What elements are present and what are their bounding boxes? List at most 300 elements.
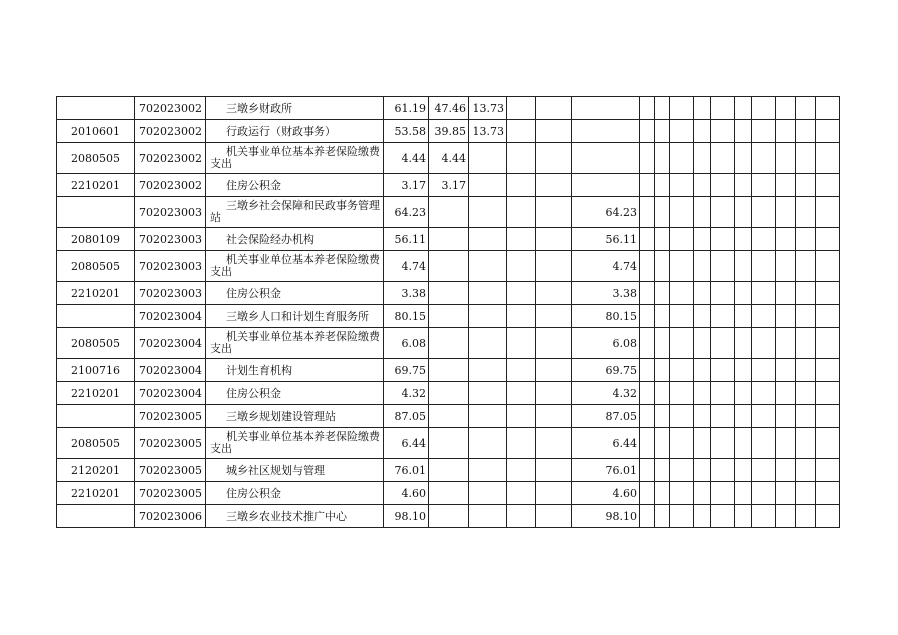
- function-code-cell: 2080505: [57, 328, 135, 359]
- function-code-cell: [57, 505, 135, 528]
- basic-public-cell: [469, 174, 507, 197]
- item-name-cell: 住房公积金: [206, 482, 384, 505]
- item-name-cell: 三墩乡规划建设管理站: [206, 405, 384, 428]
- table-row: [57, 97, 840, 120]
- empty-cell: [640, 505, 655, 528]
- empty-cell: [816, 120, 840, 143]
- empty-cell: [640, 428, 655, 459]
- basic-personnel-cell: [429, 482, 469, 505]
- empty-cell: [796, 120, 816, 143]
- empty-cell: [735, 428, 752, 459]
- empty-cell: [816, 382, 840, 405]
- empty-cell: [796, 459, 816, 482]
- empty-cell: [640, 305, 655, 328]
- function-code-cell: [57, 405, 135, 428]
- empty-cell: [776, 428, 796, 459]
- empty-cell: [694, 428, 711, 459]
- project-cell-a: [507, 328, 536, 359]
- project-cell-a: [507, 97, 536, 120]
- unit-code-cell: 702023002: [135, 174, 206, 197]
- empty-cell: [711, 328, 735, 359]
- empty-cell: [816, 328, 840, 359]
- empty-cell: [670, 120, 694, 143]
- empty-cell: [711, 482, 735, 505]
- empty-cell: [655, 359, 670, 382]
- other-funds-cell: 6.08: [572, 328, 640, 359]
- basic-public-cell: [469, 405, 507, 428]
- unit-code-cell: 702023006: [135, 505, 206, 528]
- empty-cell: [776, 228, 796, 251]
- empty-cell: [670, 359, 694, 382]
- basic-public-cell: 13.73: [469, 97, 507, 120]
- empty-cell: [776, 459, 796, 482]
- empty-cell: [711, 305, 735, 328]
- basic-public-cell: [469, 328, 507, 359]
- basic-public-cell: [469, 197, 507, 228]
- empty-cell: [735, 228, 752, 251]
- empty-cell: [752, 382, 776, 405]
- function-code-cell: [57, 97, 135, 120]
- empty-cell: [711, 405, 735, 428]
- empty-cell: [670, 405, 694, 428]
- empty-cell: [694, 405, 711, 428]
- empty-cell: [796, 505, 816, 528]
- total-amount-cell: 6.44: [384, 428, 429, 459]
- empty-cell: [776, 505, 796, 528]
- empty-cell: [735, 251, 752, 282]
- empty-cell: [776, 328, 796, 359]
- other-funds-cell: 4.32: [572, 382, 640, 405]
- project-cell-a: [507, 482, 536, 505]
- basic-public-cell: [469, 143, 507, 174]
- empty-cell: [776, 97, 796, 120]
- project-cell-a: [507, 143, 536, 174]
- empty-cell: [694, 505, 711, 528]
- basic-public-cell: [469, 251, 507, 282]
- project-cell-a: [507, 228, 536, 251]
- empty-cell: [752, 459, 776, 482]
- empty-cell: [752, 328, 776, 359]
- table-row: [57, 305, 840, 328]
- project-cell-a: [507, 197, 536, 228]
- total-amount-cell: 3.38: [384, 282, 429, 305]
- empty-cell: [776, 143, 796, 174]
- empty-cell: [670, 459, 694, 482]
- empty-cell: [752, 505, 776, 528]
- empty-cell: [640, 197, 655, 228]
- empty-cell: [655, 505, 670, 528]
- basic-public-cell: [469, 459, 507, 482]
- empty-cell: [735, 482, 752, 505]
- empty-cell: [655, 482, 670, 505]
- project-cell-b: [536, 143, 572, 174]
- empty-cell: [816, 282, 840, 305]
- table-row: [57, 428, 840, 459]
- empty-cell: [640, 459, 655, 482]
- empty-cell: [655, 251, 670, 282]
- function-code-cell: 2210201: [57, 382, 135, 405]
- empty-cell: [735, 328, 752, 359]
- empty-cell: [796, 197, 816, 228]
- empty-cell: [816, 143, 840, 174]
- empty-cell: [655, 459, 670, 482]
- other-funds-cell: 3.38: [572, 282, 640, 305]
- basic-personnel-cell: [429, 405, 469, 428]
- item-name-cell: 三墩乡社会保障和民政事务管理站: [206, 197, 384, 228]
- empty-cell: [670, 174, 694, 197]
- item-name-cell: 三墩乡农业技术推广中心: [206, 505, 384, 528]
- project-cell-a: [507, 459, 536, 482]
- total-amount-cell: 4.44: [384, 143, 429, 174]
- other-funds-cell: 56.11: [572, 228, 640, 251]
- unit-code-cell: 702023002: [135, 97, 206, 120]
- empty-cell: [735, 382, 752, 405]
- empty-cell: [776, 251, 796, 282]
- empty-cell: [711, 251, 735, 282]
- project-cell-b: [536, 405, 572, 428]
- total-amount-cell: 4.32: [384, 382, 429, 405]
- table-row: [57, 282, 840, 305]
- item-name-cell: 计划生育机构: [206, 359, 384, 382]
- empty-cell: [640, 251, 655, 282]
- item-name-cell: 住房公积金: [206, 382, 384, 405]
- empty-cell: [670, 228, 694, 251]
- empty-cell: [796, 382, 816, 405]
- project-cell-a: [507, 305, 536, 328]
- project-cell-b: [536, 174, 572, 197]
- empty-cell: [711, 197, 735, 228]
- empty-cell: [752, 282, 776, 305]
- empty-cell: [796, 143, 816, 174]
- empty-cell: [796, 428, 816, 459]
- other-funds-cell: [572, 120, 640, 143]
- empty-cell: [752, 305, 776, 328]
- project-cell-a: [507, 174, 536, 197]
- empty-cell: [735, 505, 752, 528]
- basic-personnel-cell: 47.46: [429, 97, 469, 120]
- empty-cell: [711, 382, 735, 405]
- empty-cell: [796, 405, 816, 428]
- table-row: [57, 405, 840, 428]
- function-code-cell: 2210201: [57, 482, 135, 505]
- basic-personnel-cell: [429, 428, 469, 459]
- basic-public-cell: [469, 282, 507, 305]
- empty-cell: [752, 143, 776, 174]
- project-cell-b: [536, 482, 572, 505]
- empty-cell: [640, 174, 655, 197]
- other-funds-cell: [572, 97, 640, 120]
- project-cell-b: [536, 505, 572, 528]
- empty-cell: [752, 97, 776, 120]
- total-amount-cell: 56.11: [384, 228, 429, 251]
- empty-cell: [670, 328, 694, 359]
- item-name-cell: 住房公积金: [206, 174, 384, 197]
- empty-cell: [752, 405, 776, 428]
- empty-cell: [694, 228, 711, 251]
- empty-cell: [640, 282, 655, 305]
- table-row: [57, 505, 840, 528]
- empty-cell: [735, 143, 752, 174]
- project-cell-b: [536, 382, 572, 405]
- empty-cell: [816, 174, 840, 197]
- project-cell-a: [507, 505, 536, 528]
- empty-cell: [711, 459, 735, 482]
- basic-personnel-cell: [429, 359, 469, 382]
- basic-public-cell: [469, 382, 507, 405]
- empty-cell: [796, 359, 816, 382]
- empty-cell: [752, 251, 776, 282]
- project-cell-b: [536, 97, 572, 120]
- empty-cell: [694, 143, 711, 174]
- project-cell-b: [536, 359, 572, 382]
- function-code-cell: 2080109: [57, 228, 135, 251]
- empty-cell: [711, 282, 735, 305]
- basic-public-cell: [469, 482, 507, 505]
- empty-cell: [640, 359, 655, 382]
- empty-cell: [776, 405, 796, 428]
- empty-cell: [796, 282, 816, 305]
- empty-cell: [796, 228, 816, 251]
- empty-cell: [776, 197, 796, 228]
- empty-cell: [655, 328, 670, 359]
- empty-cell: [776, 174, 796, 197]
- empty-cell: [776, 482, 796, 505]
- empty-cell: [694, 459, 711, 482]
- empty-cell: [735, 120, 752, 143]
- empty-cell: [670, 482, 694, 505]
- unit-code-cell: 702023004: [135, 359, 206, 382]
- empty-cell: [735, 282, 752, 305]
- item-name-cell: 行政运行（财政事务）: [206, 120, 384, 143]
- other-funds-cell: 80.15: [572, 305, 640, 328]
- empty-cell: [694, 120, 711, 143]
- empty-cell: [711, 359, 735, 382]
- total-amount-cell: 87.05: [384, 405, 429, 428]
- table-row: [57, 328, 840, 359]
- empty-cell: [640, 482, 655, 505]
- empty-cell: [640, 382, 655, 405]
- total-amount-cell: 61.19: [384, 97, 429, 120]
- empty-cell: [670, 251, 694, 282]
- table-row: [57, 482, 840, 505]
- empty-cell: [735, 405, 752, 428]
- project-cell-b: [536, 305, 572, 328]
- empty-cell: [655, 197, 670, 228]
- empty-cell: [711, 143, 735, 174]
- total-amount-cell: 98.10: [384, 505, 429, 528]
- empty-cell: [816, 228, 840, 251]
- item-name-cell: 三墩乡财政所: [206, 97, 384, 120]
- function-code-cell: [57, 197, 135, 228]
- basic-public-cell: 13.73: [469, 120, 507, 143]
- empty-cell: [711, 97, 735, 120]
- empty-cell: [752, 120, 776, 143]
- item-name-cell: 机关事业单位基本养老保险缴费支出: [206, 143, 384, 174]
- empty-cell: [640, 405, 655, 428]
- other-funds-cell: 76.01: [572, 459, 640, 482]
- other-funds-cell: 69.75: [572, 359, 640, 382]
- item-name-cell: 城乡社区规划与管理: [206, 459, 384, 482]
- empty-cell: [640, 328, 655, 359]
- empty-cell: [694, 174, 711, 197]
- empty-cell: [796, 305, 816, 328]
- table-row: [57, 228, 840, 251]
- empty-cell: [655, 120, 670, 143]
- empty-cell: [816, 459, 840, 482]
- empty-cell: [711, 505, 735, 528]
- function-code-cell: [57, 305, 135, 328]
- empty-cell: [694, 197, 711, 228]
- project-cell-a: [507, 251, 536, 282]
- unit-code-cell: 702023005: [135, 482, 206, 505]
- table-row: [57, 459, 840, 482]
- other-funds-cell: [572, 143, 640, 174]
- table-row: [57, 251, 840, 282]
- empty-cell: [752, 197, 776, 228]
- empty-cell: [776, 305, 796, 328]
- other-funds-cell: 87.05: [572, 405, 640, 428]
- empty-cell: [816, 482, 840, 505]
- basic-personnel-cell: [429, 228, 469, 251]
- empty-cell: [816, 97, 840, 120]
- empty-cell: [670, 143, 694, 174]
- empty-cell: [711, 174, 735, 197]
- empty-cell: [655, 282, 670, 305]
- empty-cell: [694, 305, 711, 328]
- function-code-cell: 2080505: [57, 428, 135, 459]
- unit-code-cell: 702023004: [135, 305, 206, 328]
- empty-cell: [711, 120, 735, 143]
- total-amount-cell: 4.74: [384, 251, 429, 282]
- basic-public-cell: [469, 505, 507, 528]
- project-cell-a: [507, 120, 536, 143]
- unit-code-cell: 702023005: [135, 428, 206, 459]
- project-cell-b: [536, 428, 572, 459]
- total-amount-cell: 6.08: [384, 328, 429, 359]
- other-funds-cell: 6.44: [572, 428, 640, 459]
- item-name-cell: 机关事业单位基本养老保险缴费支出: [206, 328, 384, 359]
- empty-cell: [640, 228, 655, 251]
- total-amount-cell: 80.15: [384, 305, 429, 328]
- unit-code-cell: 702023005: [135, 405, 206, 428]
- empty-cell: [796, 174, 816, 197]
- empty-cell: [694, 328, 711, 359]
- basic-personnel-cell: [429, 459, 469, 482]
- table-row: [57, 197, 840, 228]
- basic-personnel-cell: 3.17: [429, 174, 469, 197]
- item-name-cell: 机关事业单位基本养老保险缴费支出: [206, 251, 384, 282]
- basic-personnel-cell: 39.85: [429, 120, 469, 143]
- empty-cell: [752, 482, 776, 505]
- project-cell-a: [507, 405, 536, 428]
- function-code-cell: 2010601: [57, 120, 135, 143]
- empty-cell: [640, 120, 655, 143]
- empty-cell: [655, 405, 670, 428]
- other-funds-cell: 98.10: [572, 505, 640, 528]
- empty-cell: [752, 428, 776, 459]
- other-funds-cell: 64.23: [572, 197, 640, 228]
- empty-cell: [752, 228, 776, 251]
- empty-cell: [816, 428, 840, 459]
- empty-cell: [640, 143, 655, 174]
- basic-personnel-cell: [429, 505, 469, 528]
- table-row: [57, 174, 840, 197]
- item-name-cell: 住房公积金: [206, 282, 384, 305]
- project-cell-a: [507, 428, 536, 459]
- empty-cell: [640, 97, 655, 120]
- project-cell-b: [536, 197, 572, 228]
- function-code-cell: 2210201: [57, 174, 135, 197]
- project-cell-b: [536, 459, 572, 482]
- empty-cell: [655, 382, 670, 405]
- function-code-cell: 2100716: [57, 359, 135, 382]
- empty-cell: [816, 359, 840, 382]
- item-name-cell: 三墩乡人口和计划生育服务所: [206, 305, 384, 328]
- unit-code-cell: 702023003: [135, 282, 206, 305]
- unit-code-cell: 702023003: [135, 228, 206, 251]
- empty-cell: [655, 97, 670, 120]
- item-name-cell: 社会保险经办机构: [206, 228, 384, 251]
- empty-cell: [694, 482, 711, 505]
- table-row: [57, 120, 840, 143]
- empty-cell: [655, 305, 670, 328]
- empty-cell: [735, 97, 752, 120]
- unit-code-cell: 702023003: [135, 197, 206, 228]
- empty-cell: [670, 305, 694, 328]
- empty-cell: [655, 428, 670, 459]
- empty-cell: [670, 197, 694, 228]
- total-amount-cell: 53.58: [384, 120, 429, 143]
- total-amount-cell: 64.23: [384, 197, 429, 228]
- total-amount-cell: 4.60: [384, 482, 429, 505]
- empty-cell: [670, 97, 694, 120]
- empty-cell: [694, 359, 711, 382]
- basic-personnel-cell: [429, 305, 469, 328]
- project-cell-b: [536, 282, 572, 305]
- empty-cell: [694, 97, 711, 120]
- total-amount-cell: 76.01: [384, 459, 429, 482]
- empty-cell: [776, 120, 796, 143]
- total-amount-cell: 3.17: [384, 174, 429, 197]
- empty-cell: [816, 197, 840, 228]
- unit-code-cell: 702023003: [135, 251, 206, 282]
- project-cell-b: [536, 120, 572, 143]
- empty-cell: [816, 405, 840, 428]
- function-code-cell: 2210201: [57, 282, 135, 305]
- empty-cell: [694, 382, 711, 405]
- project-cell-b: [536, 251, 572, 282]
- basic-personnel-cell: [429, 197, 469, 228]
- empty-cell: [655, 174, 670, 197]
- function-code-cell: 2080505: [57, 143, 135, 174]
- function-code-cell: 2080505: [57, 251, 135, 282]
- budget-table: [56, 96, 840, 528]
- empty-cell: [711, 228, 735, 251]
- empty-cell: [694, 251, 711, 282]
- basic-public-cell: [469, 428, 507, 459]
- empty-cell: [670, 282, 694, 305]
- empty-cell: [796, 251, 816, 282]
- empty-cell: [796, 97, 816, 120]
- empty-cell: [735, 174, 752, 197]
- other-funds-cell: 4.60: [572, 482, 640, 505]
- empty-cell: [816, 505, 840, 528]
- empty-cell: [735, 459, 752, 482]
- basic-public-cell: [469, 228, 507, 251]
- unit-code-cell: 702023005: [135, 459, 206, 482]
- empty-cell: [670, 382, 694, 405]
- empty-cell: [735, 305, 752, 328]
